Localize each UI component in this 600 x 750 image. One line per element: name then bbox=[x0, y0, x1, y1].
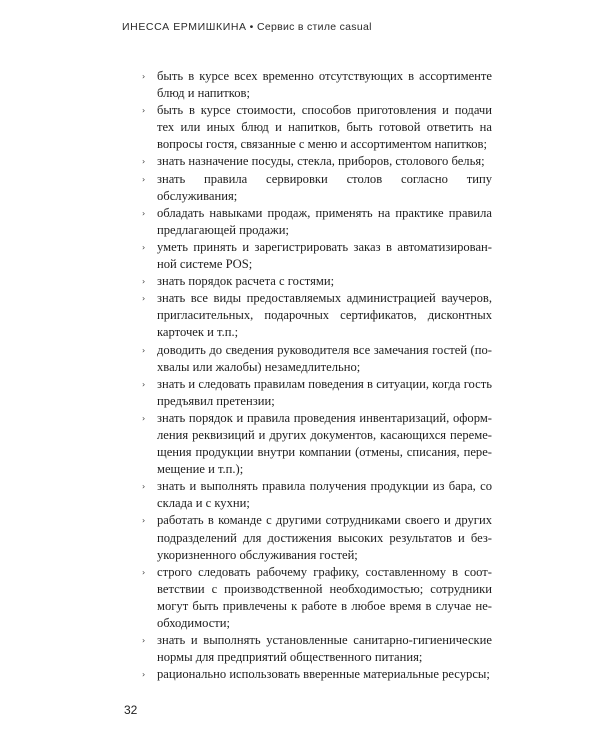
list-item-text: знать и выполнять правила получения продукции из бара, со склада и с кухни; bbox=[157, 479, 492, 511]
list-item bbox=[142, 171, 492, 205]
bullet-icon: › bbox=[142, 413, 146, 423]
list-item bbox=[142, 205, 492, 239]
bullet-icon: › bbox=[142, 294, 146, 304]
list-item-text: доводить до сведения руководителя все замечания гостей (похвалы или жалобы) незамедлительно; bbox=[157, 342, 492, 374]
header-book-title: Сервис в стиле casual bbox=[256, 21, 372, 33]
list-item-text: обладать навыками продаж, применять на практике правила предлагающей продажи; bbox=[157, 205, 492, 237]
list-item-text: работать в команде с другими сотрудниками своего и других подразделений для достижения высоких результатов и безукоризненного обслуживания гостей; bbox=[157, 513, 492, 562]
list-item bbox=[142, 632, 492, 666]
bullet-icon: › bbox=[142, 345, 146, 355]
bullet-icon: › bbox=[142, 157, 146, 167]
list-item bbox=[142, 478, 492, 512]
bullet-icon: › bbox=[142, 482, 146, 492]
header-author: ИНЕССА ЕРМИШКИНА bbox=[122, 21, 247, 33]
bullet-icon: › bbox=[142, 106, 146, 116]
list-item bbox=[142, 273, 492, 290]
list-item-text: знать правила сервировки столов согласно типу обслуживания; bbox=[157, 171, 492, 203]
list-item-text: знать порядок расчета с гостями; bbox=[157, 274, 335, 289]
bullet-icon: › bbox=[142, 174, 146, 184]
list-item bbox=[142, 410, 492, 478]
list-item-text: строго следовать рабочему графику, составленному в соответствии с производственной необходимостью; сотрудники могут быть привлечены к работе в любое время в случае необходимости; bbox=[157, 564, 492, 630]
bullet-icon: › bbox=[142, 567, 146, 577]
bullet-icon: › bbox=[142, 379, 146, 389]
list-item-text: быть в курсе стоимости, способов приготовления и подачи тех или иных блюд и напитков, быть готовой ответить на вопросы гостя, связанные с меню и ассортиментом напитков; bbox=[157, 103, 492, 152]
duties-list bbox=[142, 68, 492, 683]
list-item-text: знать все виды предоставляемых администрацией ваучеров, пригласительных, подарочных сертификатов, дисконтных карточек и т.п.; bbox=[157, 291, 492, 340]
list-item-text: рационально использовать вверенные материальные ресурсы; bbox=[157, 667, 490, 682]
list-item bbox=[142, 153, 492, 170]
page-number: 32 bbox=[124, 703, 138, 717]
bullet-icon: › bbox=[142, 72, 146, 81]
bullet-icon: › bbox=[142, 670, 146, 680]
bullet-icon: › bbox=[142, 636, 146, 646]
bullet-icon: › bbox=[142, 516, 146, 526]
list-item-text: быть в курсе всех временно отсутствующих в ассортименте блюд и напитков; bbox=[157, 69, 492, 101]
header-separator: • bbox=[249, 21, 254, 33]
list-item-text: знать и выполнять установленные санитарно-гигиенические нормы для предприятий общественного питания; bbox=[157, 633, 492, 665]
list-item bbox=[142, 564, 492, 632]
list-item-text: уметь принять и зарегистрировать заказ в автоматизированной системе POS; bbox=[157, 239, 492, 272]
bullet-icon: › bbox=[142, 208, 146, 218]
bullet-icon: › bbox=[142, 242, 146, 252]
list-item bbox=[142, 376, 492, 410]
list-item bbox=[142, 512, 492, 563]
list-item-text: знать и следовать правилам поведения в ситуации, когда гость предъявил претензии; bbox=[157, 376, 492, 408]
list-item-text: знать порядок и правила проведения инвентаризаций, оформления реквизиций и других документов, касающихся перемещения продукции внутри компании (отмены, списания, перемещение и т.п.); bbox=[157, 410, 492, 477]
list-item bbox=[142, 666, 492, 683]
list-item bbox=[142, 102, 492, 153]
bullet-icon: › bbox=[142, 277, 146, 287]
list-item bbox=[142, 342, 492, 376]
list-item bbox=[142, 239, 492, 273]
running-header bbox=[122, 21, 372, 33]
list-item bbox=[142, 290, 492, 341]
list-item bbox=[142, 68, 492, 102]
list-item-text: знать назначение посуды, стекла, приборов, столового белья; bbox=[157, 154, 485, 169]
